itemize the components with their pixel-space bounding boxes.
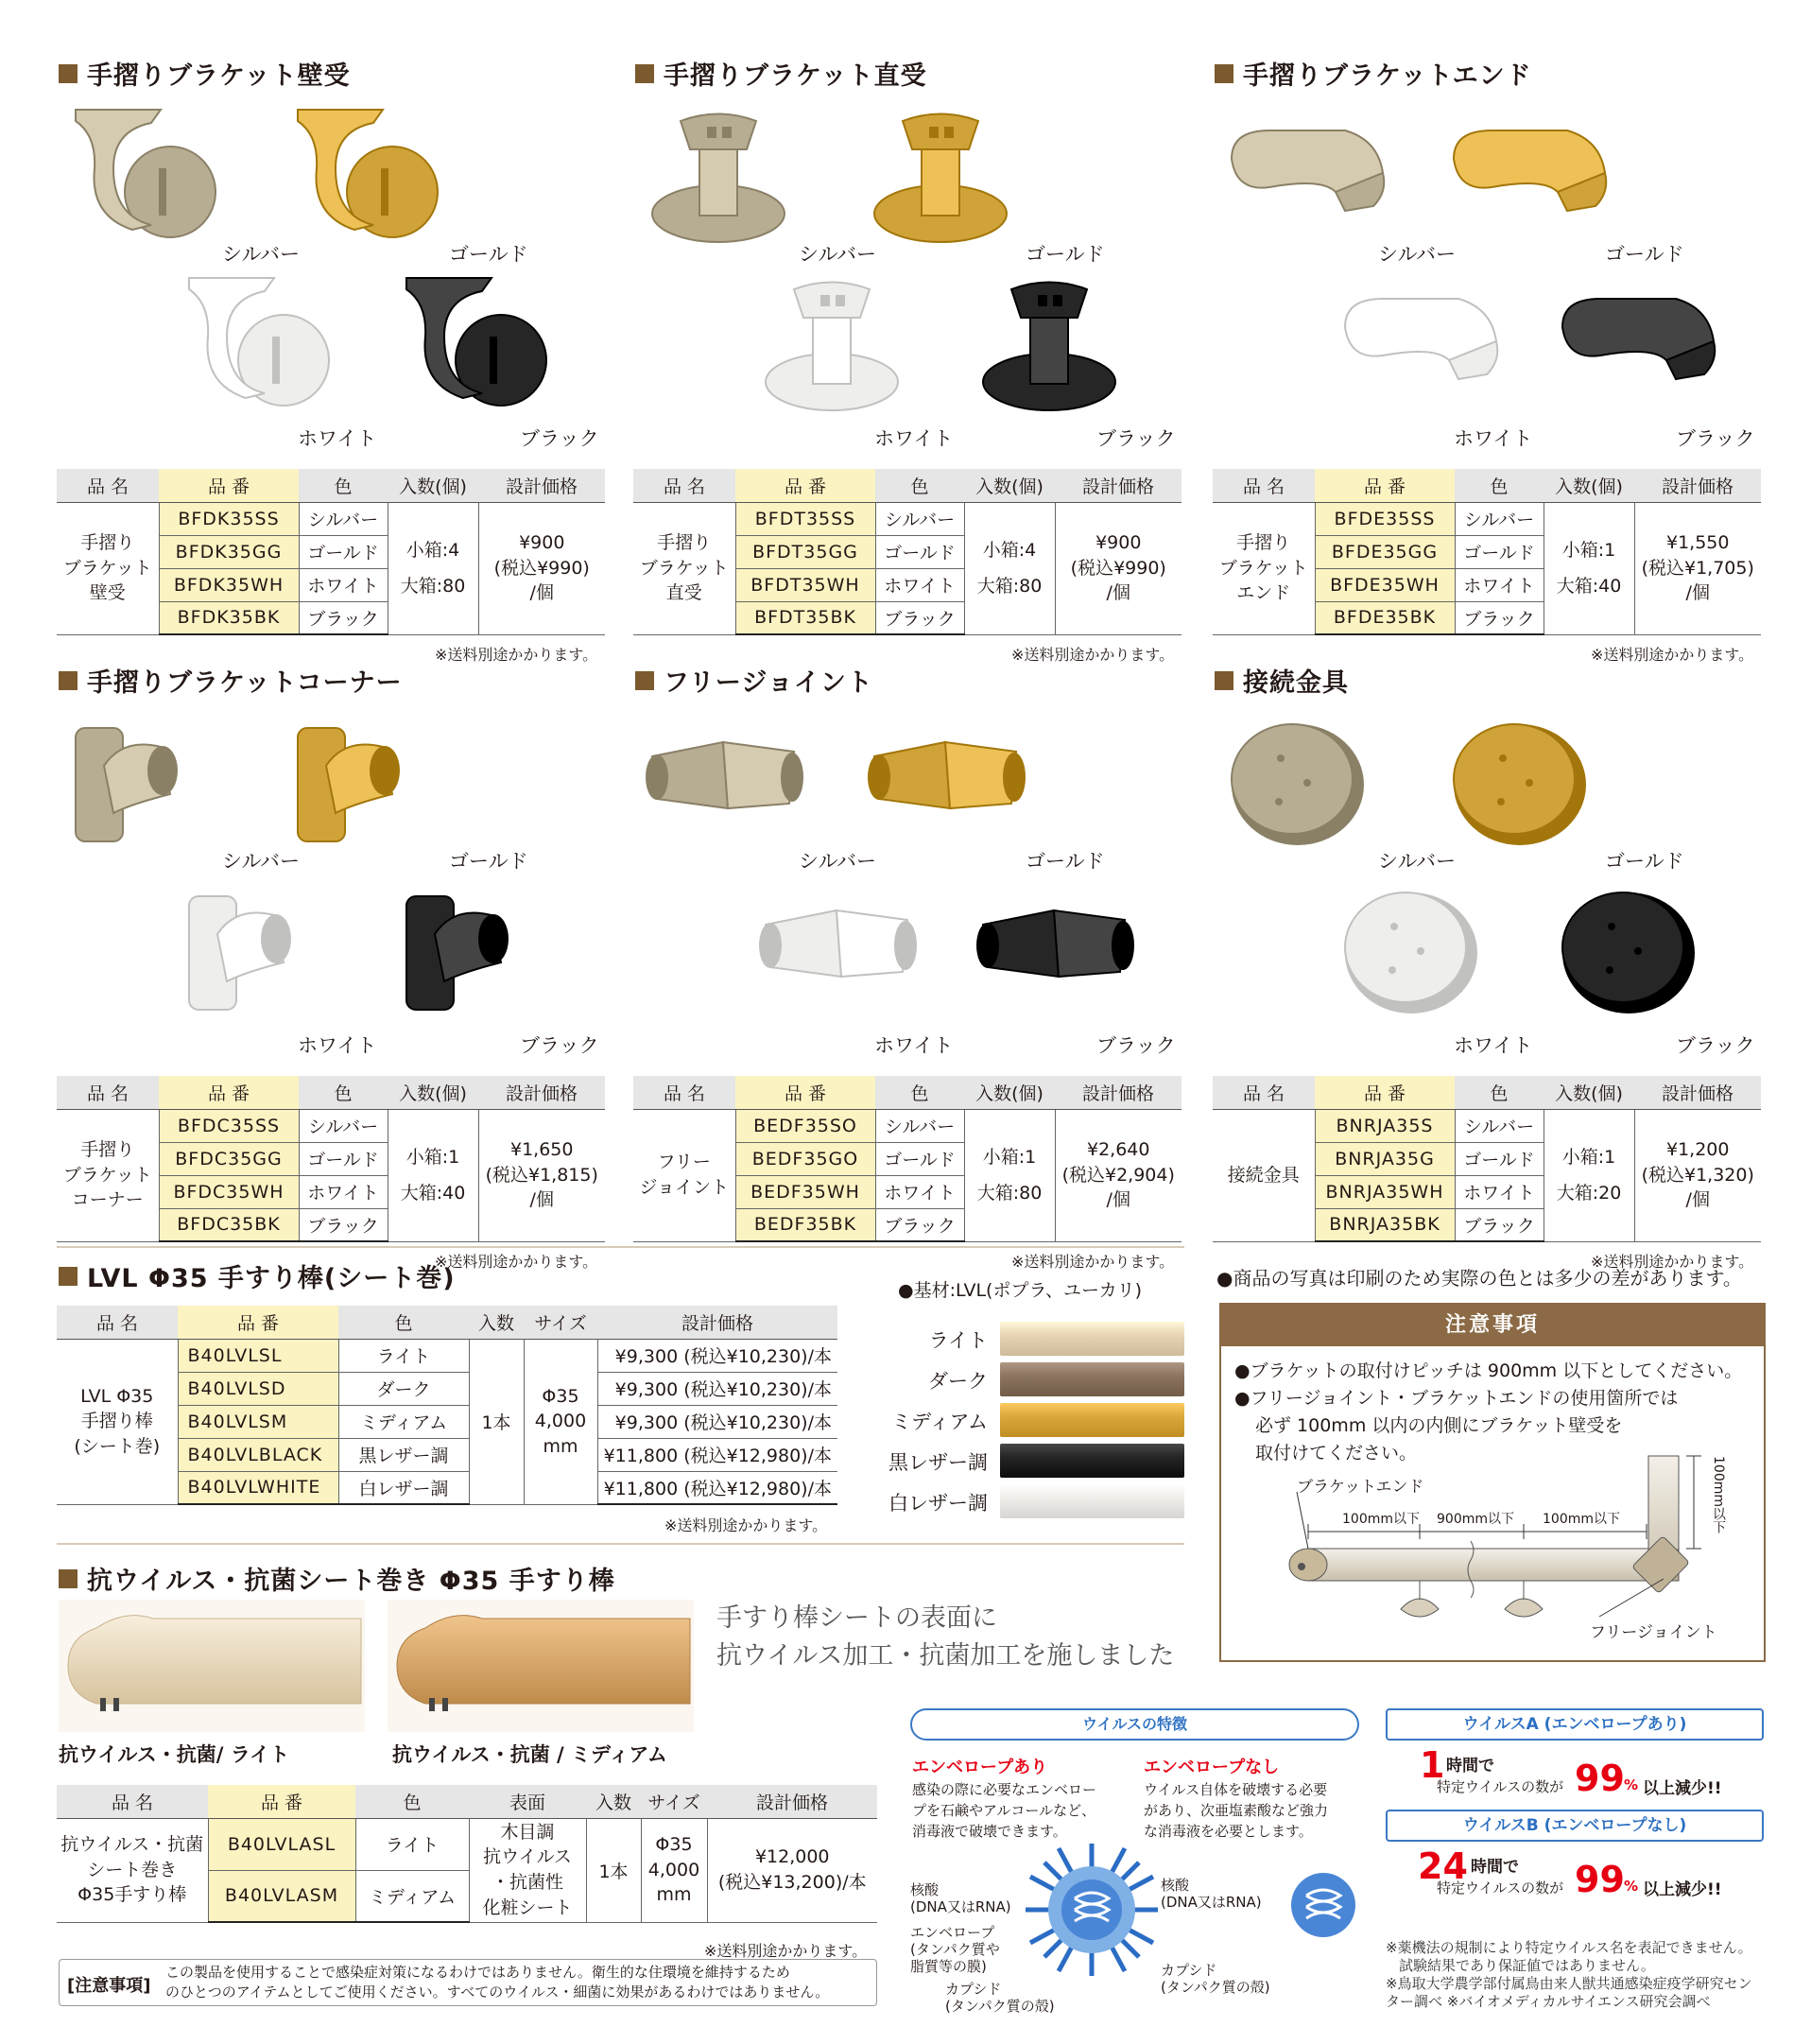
product-qty: 小箱:1 大箱:40 — [1544, 502, 1634, 634]
product-color: ホワイト — [299, 568, 388, 601]
table-header: 入数(個) — [1544, 1076, 1634, 1109]
product-code: BFDK35WH — [159, 568, 299, 601]
product-price: ¥11,800 (税込¥12,980)/本 — [597, 1471, 837, 1504]
table-header: 色 — [875, 1076, 964, 1109]
diagram-dim: 100mm以下 — [1543, 1512, 1620, 1527]
product-table — [633, 1076, 1181, 1242]
caution-line: 取付けてください。 — [1255, 1443, 1418, 1464]
product-code: BNRJA35S — [1315, 1109, 1455, 1142]
product-code: BFDC35BK — [159, 1208, 299, 1241]
product-code: BFDK35SS — [159, 502, 299, 535]
photo-color-note: ●商品の写真は印刷のため実際の色とは多少の差があります。 — [1216, 1267, 1742, 1290]
product-price: ¥1,200 (税込¥1,320) /個 — [1634, 1109, 1761, 1241]
diagram-joint-label: フリージョイント — [1590, 1623, 1717, 1642]
product-code: BFDT35GG — [735, 535, 875, 568]
color-label: ホワイト — [298, 1034, 377, 1057]
product-code: B40LVLSL — [178, 1339, 338, 1372]
product-table — [57, 1076, 605, 1242]
color-label: ブラック — [520, 1034, 599, 1057]
table-header: 入数(個) — [1544, 469, 1634, 502]
header-size: サイズ — [524, 1306, 597, 1339]
header-surface: 表面 — [469, 1785, 586, 1818]
product-color: ゴールド — [1455, 535, 1544, 568]
title-square-icon — [635, 671, 654, 690]
title-square-icon — [59, 1569, 78, 1588]
color-label: ホワイト — [298, 427, 377, 450]
result-percent: 99 — [1575, 1859, 1625, 1900]
result-percent-unit: % — [1624, 1776, 1639, 1793]
product-code: BFDE35SS — [1315, 502, 1455, 535]
product-color: シルバー — [875, 1109, 964, 1142]
swatch-label: 黒レザー調 — [888, 1451, 988, 1474]
product-color: シルバー — [299, 1109, 388, 1142]
product-photo-silver — [57, 102, 236, 244]
footnotes: ※薬機法の規制により特定ウイルス名を表記できません。 試験結果であり保証値ではありません。 ※鳥取大学農学部付属鳥由来人獣共通感染症疫学研究セン ター調べ ※バイオメディカルサイエンス研究会調べ — [1386, 1939, 1752, 2010]
diagram-dim: 900mm以下 — [1437, 1512, 1514, 1527]
antivirus-price: ¥12,000 (税込¥13,200)/本 — [707, 1818, 877, 1922]
product-code: BFDC35GG — [159, 1142, 299, 1175]
header-name: 品 名 — [57, 1306, 178, 1339]
product-photo-white — [170, 877, 350, 1019]
product-photo-gold — [855, 709, 1035, 851]
product-color: シルバー — [299, 502, 388, 535]
result-hours: 1 — [1420, 1744, 1445, 1786]
product-photo-silver — [57, 709, 236, 851]
result-hours: 24 — [1418, 1845, 1468, 1887]
product-photo-black — [388, 270, 567, 412]
antivirus-surface: 木目調 抗ウイルス ・抗菌性 化粧シート — [469, 1818, 586, 1922]
header-color: 色 — [338, 1306, 469, 1339]
result-prefix: 特定ウイルスの数が — [1437, 1879, 1564, 1897]
header-price: 設計価格 — [597, 1306, 837, 1339]
table-header: 色 — [299, 469, 388, 502]
product-photo-white — [1326, 270, 1506, 412]
result-suffix: 以上減少!! — [1643, 1779, 1722, 1798]
antivirus-section-title: 抗ウイルス・抗菌シート巻き Φ35 手すり棒 — [59, 1560, 615, 1597]
table-header: 品 名 — [57, 469, 159, 502]
product-code: B40LVLBLACK — [178, 1438, 338, 1471]
color-label: ブラック — [1676, 1034, 1755, 1057]
product-code: BFDK35BK — [159, 601, 299, 634]
section-divider — [57, 1246, 1184, 1248]
table-header: 設計価格 — [1634, 469, 1761, 502]
product-color: ホワイト — [1455, 568, 1544, 601]
product-color: ブラック — [875, 1208, 964, 1241]
product-qty: 小箱:1 大箱:80 — [964, 1109, 1055, 1241]
notice-label: [注意事項] — [67, 1976, 151, 1996]
table-header: 設計価格 — [1055, 469, 1181, 502]
product-photo-white — [1326, 877, 1506, 1019]
product-color: ゴールド — [875, 535, 964, 568]
color-label: シルバー — [1378, 243, 1457, 266]
product-photo-silver — [1213, 709, 1392, 851]
header-code: 品 番 — [208, 1785, 355, 1818]
antivirus-qty: 1本 — [586, 1818, 641, 1922]
result-prefix: 特定ウイルスの数が — [1437, 1778, 1564, 1795]
product-photo-silver — [1213, 102, 1392, 244]
photo-caption: 抗ウイルス・抗菌/ ライト — [59, 1743, 290, 1766]
product-price: ¥1,550 (税込¥1,705) /個 — [1634, 502, 1761, 634]
color-label: ゴールド — [1026, 243, 1105, 266]
product-table — [1213, 1076, 1761, 1242]
header-qty: 入数 — [469, 1306, 524, 1339]
table-header: 品 名 — [1213, 469, 1315, 502]
table-header: 入数(個) — [964, 1076, 1055, 1109]
product-code: BFDE35WH — [1315, 568, 1455, 601]
product-photo-gold — [1435, 102, 1614, 244]
product-photo-gold — [855, 102, 1035, 244]
label-capsid-a: カプシド (タンパク質の殻) — [945, 1981, 1055, 2015]
label-capsid-b: カプシド (タンパク質の殻) — [1161, 1962, 1270, 1996]
swatch-label: ライト — [928, 1329, 988, 1352]
material-note: ●基材:LVL(ポプラ、ユーカリ) — [898, 1280, 1142, 1301]
caution-line: ●ブラケットの取付けピッチは 900mm 以下としてください。 — [1234, 1360, 1743, 1381]
product-color: ブラック — [1455, 1208, 1544, 1241]
table-header: 色 — [1455, 469, 1544, 502]
product-price: ¥11,800 (税込¥12,980)/本 — [597, 1438, 837, 1471]
product-code: BFDT35WH — [735, 568, 875, 601]
product-code: BNRJA35BK — [1315, 1208, 1455, 1241]
section-title: 手摺りブラケット直受 — [635, 55, 927, 92]
product-color: ブラック — [299, 1208, 388, 1241]
section-title: 手摺りブラケット壁受 — [59, 55, 351, 92]
header-code: 品 番 — [178, 1306, 338, 1339]
table-header: 品 番 — [735, 469, 875, 502]
product-code: B40LVLSD — [178, 1372, 338, 1405]
table-header: 入数(個) — [388, 1076, 478, 1109]
color-label: ホワイト — [1454, 427, 1533, 450]
antivirus-light-photo — [59, 1600, 365, 1732]
result-percent: 99 — [1575, 1758, 1625, 1799]
color-label: シルバー — [222, 850, 301, 873]
product-color: ホワイト — [1455, 1175, 1544, 1208]
title-square-icon — [59, 1267, 78, 1286]
product-photo-white — [170, 270, 350, 412]
shipping-note: ※送料別途かかります。 — [664, 1516, 828, 1534]
shipping-note: ※送料別途かかります。 — [1011, 1253, 1175, 1271]
header-qty: 入数 — [586, 1785, 641, 1818]
product-name: 接続金具 — [1213, 1109, 1315, 1241]
table-header: 品 名 — [57, 1076, 159, 1109]
shipping-note: ※送料別途かかります。 — [435, 646, 598, 664]
product-color: ホワイト — [875, 1175, 964, 1208]
result-title: ウイルスB (エンベロープなし) — [1386, 1810, 1764, 1842]
lvl-product-table — [57, 1306, 837, 1505]
product-table — [57, 469, 605, 635]
product-name: フリー ジョイント — [633, 1109, 735, 1241]
table-header: 色 — [299, 1076, 388, 1109]
title-square-icon — [1215, 671, 1233, 690]
antivirus-tagline: 手すり棒シートの表面に 抗ウイルス加工・抗菌加工を施しました — [716, 1603, 1175, 1671]
color-label: ブラック — [520, 427, 599, 450]
product-photo-black — [388, 877, 567, 1019]
product-color: シルバー — [875, 502, 964, 535]
shipping-note: ※送料別途かかります。 — [1011, 646, 1175, 664]
product-price: ¥1,650 (税込¥1,815) /個 — [478, 1109, 605, 1241]
product-price: ¥9,300 (税込¥10,230)/本 — [597, 1339, 837, 1372]
result-hours-unit: 時間で — [1471, 1858, 1519, 1877]
product-photo-white — [747, 270, 926, 412]
title-square-icon — [59, 64, 78, 83]
product-photo-silver — [633, 709, 813, 851]
product-color: ゴールド — [299, 1142, 388, 1175]
color-label: シルバー — [799, 243, 877, 266]
product-price: ¥900 (税込¥990) /個 — [478, 502, 605, 634]
header-price: 設計価格 — [707, 1785, 877, 1818]
product-qty: 小箱:4 大箱:80 — [388, 502, 478, 634]
product-photo-black — [1544, 270, 1723, 412]
non-envelope-title: エンベロープなし — [1144, 1758, 1280, 1777]
virus-features-title: ウイルスの特徴 — [910, 1708, 1359, 1741]
envelope-title: エンベロープあり — [912, 1758, 1048, 1777]
swatch-label: ミディアム — [891, 1411, 988, 1433]
antivirus-product-table — [57, 1785, 877, 1923]
product-table — [633, 469, 1181, 635]
table-header: 設計価格 — [478, 469, 605, 502]
lvl-product-name: LVL Φ35 手摺り棒 (シート巻) — [57, 1339, 178, 1504]
product-color: シルバー — [1455, 1109, 1544, 1142]
color-label: ゴールド — [1605, 850, 1684, 873]
table-header: 品 名 — [1213, 1076, 1315, 1109]
product-code: B40LVLSM — [178, 1405, 338, 1438]
swatch-bar — [1000, 1322, 1184, 1356]
caution-title: 注意事項 — [1221, 1305, 1764, 1346]
product-price: ¥2,640 (税込¥2,904) /個 — [1055, 1109, 1181, 1241]
table-header: 色 — [875, 469, 964, 502]
label-envelope-a: エンベロープ (タンパク質や 脂質等の膜) — [910, 1924, 1000, 1975]
product-name: 手摺り ブラケット コーナー — [57, 1109, 159, 1241]
diagram-dim-vertical: 100mm以下 — [1711, 1456, 1726, 1533]
shipping-note: ※送料別途かかります。 — [435, 1253, 598, 1271]
product-photo-black — [964, 877, 1144, 1019]
product-color: ゴールド — [299, 535, 388, 568]
product-qty: 小箱:1 大箱:40 — [388, 1109, 478, 1241]
product-code: BFDC35SS — [159, 1109, 299, 1142]
color-label: ゴールド — [449, 850, 528, 873]
table-header: 設計価格 — [478, 1076, 605, 1109]
product-photo-gold — [279, 102, 458, 244]
product-qty: 小箱:4 大箱:80 — [964, 502, 1055, 634]
result-suffix: 以上減少!! — [1643, 1880, 1722, 1899]
color-label: シルバー — [799, 850, 877, 873]
caution-box — [1219, 1303, 1766, 1662]
color-label: ホワイト — [874, 1034, 954, 1057]
header-name: 品 名 — [57, 1785, 208, 1818]
product-color: ブラック — [1455, 601, 1544, 634]
table-header: 色 — [1455, 1076, 1544, 1109]
product-code: BFDT35SS — [735, 502, 875, 535]
diagram-dim: 100mm以下 — [1342, 1512, 1420, 1527]
section-title: フリージョイント — [635, 662, 873, 699]
antivirus-medium-photo — [388, 1600, 694, 1732]
non-envelope-text: ウイルス自体を破壊する必要 があり、次亜塩素酸など強力 な消毒液を必要とします。 — [1144, 1781, 1329, 1840]
table-header: 品 番 — [159, 469, 299, 502]
product-code: BFDE35GG — [1315, 535, 1455, 568]
label-nucleic-a: 核酸 (DNA又はRNA) — [910, 1881, 1011, 1915]
product-color: ホワイト — [875, 568, 964, 601]
photo-caption: 抗ウイルス・抗菌 / ミディアム — [392, 1743, 667, 1766]
product-photo-white — [747, 877, 926, 1019]
product-color: ミディアム — [355, 1870, 469, 1922]
antivirus-notice-box — [59, 1959, 877, 2006]
product-color: ブラック — [299, 601, 388, 634]
color-label: ホワイト — [874, 427, 954, 450]
title-square-icon — [635, 64, 654, 83]
header-color: 色 — [355, 1785, 469, 1818]
color-label: ブラック — [1096, 427, 1176, 450]
diagram-end-label: ブラケットエンド — [1297, 1478, 1424, 1497]
product-photo-black — [1544, 877, 1723, 1019]
shipping-note: ※送料別途かかります。 — [1591, 646, 1754, 664]
color-label: ホワイト — [1454, 1034, 1533, 1057]
swatch-label: 白レザー調 — [888, 1492, 988, 1515]
antivirus-size: Φ35 4,000 mm — [641, 1818, 707, 1922]
label-nucleic-b: 核酸 (DNA又はRNA) — [1161, 1877, 1262, 1911]
swatch-bar — [1000, 1403, 1184, 1437]
virus-non-envelope-icon — [1285, 1867, 1361, 1943]
shipping-note: ※送料別途かかります。 — [704, 1942, 868, 1960]
product-color: ゴールド — [1455, 1142, 1544, 1175]
virus-envelope-icon — [1026, 1844, 1158, 1976]
product-code: BFDT35BK — [735, 601, 875, 634]
product-price: ¥900 (税込¥990) /個 — [1055, 502, 1181, 634]
product-name: 手摺り ブラケット 直受 — [633, 502, 735, 634]
product-code: BFDC35WH — [159, 1175, 299, 1208]
product-price: ¥9,300 (税込¥10,230)/本 — [597, 1372, 837, 1405]
product-color: 白レザー調 — [338, 1471, 469, 1504]
product-color: シルバー — [1455, 502, 1544, 535]
product-color: ブラック — [875, 601, 964, 634]
table-header: 設計価格 — [1055, 1076, 1181, 1109]
product-color: ミディアム — [338, 1405, 469, 1438]
product-code: BFDK35GG — [159, 535, 299, 568]
product-code: BEDF35BK — [735, 1208, 875, 1241]
caution-line: ●フリージョイント・ブラケットエンドの使用箇所では — [1234, 1388, 1679, 1409]
product-name: 手摺り ブラケット エンド — [1213, 502, 1315, 634]
color-label: ブラック — [1096, 1034, 1176, 1057]
color-label: シルバー — [1378, 850, 1457, 873]
color-label: ゴールド — [1605, 243, 1684, 266]
section-title: 接続金具 — [1215, 662, 1349, 699]
product-color: 黒レザー調 — [338, 1438, 469, 1471]
product-code: B40LVLWHITE — [178, 1471, 338, 1504]
product-color: ダーク — [338, 1372, 469, 1405]
product-code: BFDE35BK — [1315, 601, 1455, 634]
title-square-icon — [1215, 64, 1233, 83]
table-header: 品 名 — [633, 469, 735, 502]
title-square-icon — [59, 671, 78, 690]
product-code: BEDF35WH — [735, 1175, 875, 1208]
product-color: ライト — [338, 1339, 469, 1372]
product-photo-black — [964, 270, 1144, 412]
table-header: 品 番 — [1315, 469, 1455, 502]
color-label: ゴールド — [1026, 850, 1105, 873]
lvl-section-title: LVL Φ35 手すり棒(シート巻) — [59, 1257, 456, 1294]
product-color: ホワイト — [299, 1175, 388, 1208]
color-label: シルバー — [222, 243, 301, 266]
result-title: ウイルスA (エンベロープあり) — [1386, 1708, 1764, 1741]
product-qty: 小箱:1 大箱:20 — [1544, 1109, 1634, 1241]
table-header: 品 番 — [1315, 1076, 1455, 1109]
product-photo-silver — [633, 102, 813, 244]
product-photo-gold — [279, 709, 458, 851]
table-header: 品 番 — [735, 1076, 875, 1109]
header-size: サイズ — [641, 1785, 707, 1818]
table-header: 設計価格 — [1634, 1076, 1761, 1109]
section-divider — [57, 1543, 1184, 1545]
section-title: 手摺りブラケットエンド — [1215, 55, 1532, 92]
section-title: 手摺りブラケットコーナー — [59, 662, 403, 699]
caution-line: 必ず 100mm 以内の内側にブラケット壁受を — [1255, 1415, 1623, 1436]
product-name: 手摺り ブラケット 壁受 — [57, 502, 159, 634]
result-percent-unit: % — [1624, 1878, 1639, 1895]
product-code: BNRJA35G — [1315, 1142, 1455, 1175]
swatch-bar — [1000, 1444, 1184, 1478]
product-color: ライト — [355, 1818, 469, 1870]
antivirus-product-name: 抗ウイルス・抗菌 シート巻き Φ35手すり棒 — [57, 1818, 208, 1922]
color-label: ブラック — [1676, 427, 1755, 450]
lvl-qty: 1本 — [469, 1339, 524, 1504]
swatch-bar — [1000, 1484, 1184, 1518]
table-header: 品 番 — [159, 1076, 299, 1109]
product-code: B40LVLASL — [208, 1818, 355, 1870]
color-label: ゴールド — [449, 243, 528, 266]
product-table — [1213, 469, 1761, 635]
product-code: BNRJA35WH — [1315, 1175, 1455, 1208]
table-header: 品 名 — [633, 1076, 735, 1109]
product-code: B40LVLASM — [208, 1870, 355, 1922]
swatch-label: ダーク — [928, 1370, 988, 1393]
envelope-text: 感染の際に必要なエンベロー プを石鹸やアルコールなど、 消毒液で破壊できます。 — [912, 1781, 1097, 1840]
product-price: ¥9,300 (税込¥10,230)/本 — [597, 1405, 837, 1438]
product-code: BEDF35GO — [735, 1142, 875, 1175]
table-header: 入数(個) — [964, 469, 1055, 502]
product-color: ゴールド — [875, 1142, 964, 1175]
product-photo-gold — [1435, 709, 1614, 851]
result-hours-unit: 時間で — [1446, 1757, 1494, 1776]
notice-text: この製品を使用することで感染症対策になるわけではありません。衛生的な住環境を維持するため のひとつのアイテムとしてご使用ください。すべてのウイルス・細菌に効果があるわけではありません。 — [165, 1964, 830, 2001]
lvl-size: Φ35 4,000 mm — [524, 1339, 597, 1504]
swatch-bar — [1000, 1362, 1184, 1396]
table-header: 入数(個) — [388, 469, 478, 502]
product-code: BEDF35SO — [735, 1109, 875, 1142]
shipping-note: ※送料別途かかります。 — [1591, 1253, 1754, 1271]
